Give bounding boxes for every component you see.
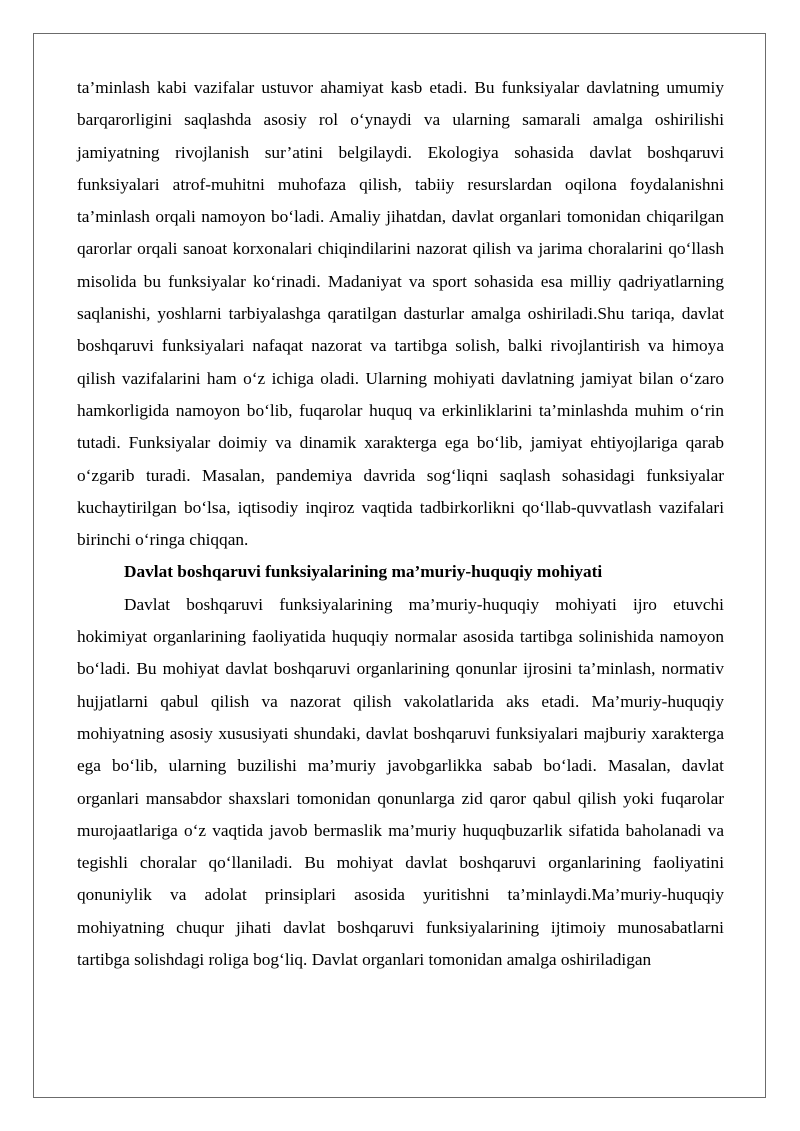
- body-paragraph: ta’minlash kabi vazifalar ustuvor ahamiyat kasb etadi. Bu funksiyalar davlatning umumiy barqarorligini saqlashda asosiy rol o‘ynaydi va ularning samarali amalga oshirilishi jamiyatning rivojlanish sur’atini belgilaydi. Ekologiya sohasida davlat boshqaruvi funksiyalari atrof-muhitni muhofaza qilish, tabiiy resurslardan oqilona foydalanishni ta’minlash orqali namoyon bo‘ladi. Amaliy jihatdan, davlat organlari tomonidan chiqarilgan qarorlar orqali sanoat korxonalari chiqindilarini nazorat qilish va jarima choralarini qo‘llash misolida bu funksiyalar ko‘rinadi. Madaniyat va sport sohasida esa milliy qadriyatlarning saqlanishi, yoshlarni tarbiyalashga qaratilgan dasturlar amalga oshiriladi.Shu tariqa, davlat boshqaruvi funksiyalari nafaqat nazorat va tartibga solish, balki rivojlantirish va himoya qilish vazifalarini ham o‘z ichiga oladi. Ularning mohiyati davlatning jamiyat bilan o‘zaro hamkorligida namoyon bo‘lib, fuqarolar huquq va erkinliklarini ta’minlashda muhim o‘rin tutadi. Funksiyalar doimiy va dinamik xarakterga ega bo‘lib, jamiyat ehtiyojlariga qarab o‘zgarib turadi. Masalan, pandemiya davrida sog‘liqni saqlash sohasidagi funksiyalar kuchaytirilgan bo‘lsa, iqtisodiy inqiroz vaqtida tadbirkorlikni qo‘llab-quvvatlash vazifalari birinchi o‘ringa chiqqan.: [77, 78, 724, 550]
- document-body: [77, 72, 724, 976]
- body-paragraph: Davlat boshqaruvi funksiyalarining ma’muriy-huquqiy mohiyati ijro etuvchi hokimiyat organlarining faoliyatida huquqiy normalar asosida tartibga solinishida namoyon bo‘ladi. Bu mohiyat davlat boshqaruvi organlarining qonunlar ijrosini ta’minlash, normativ hujjatlarni qabul qilish va nazorat qilish vakolatlarida aks etadi. Ma’muriy-huquqiy mohiyatning asosiy xususiyati shundaki, davlat boshqaruvi funksiyalari majburiy xarakterga ega bo‘lib, ularning buzilishi ma’muriy javobgarlikka sabab bo‘ladi. Masalan, davlat organlari mansabdor shaxslari tomonidan qonunlarga zid qaror qabul qilish yoki fuqarolar murojaatlariga o‘z vaqtida javob bermaslik ma’muriy huquqbuzarlik sifatida baholanadi va tegishli choralar qo‘llaniladi. Bu mohiyat davlat boshqaruvi organlarining faoliyatini qonuniylik va adolat prinsiplari asosida yuritishni ta’minlaydi.Ma’muriy-huquqiy mohiyatning chuqur jihati davlat boshqaruvi funksiyalarining ijtimoiy munosabatlarni tartibga solishdagi roliga bog‘liq. Davlat organlari tomonidan amalga oshiriladigan: [77, 594, 724, 970]
- section-heading: Davlat boshqaruvi funksiyalarining ma’muriy-huquqiy mohiyati: [124, 562, 603, 582]
